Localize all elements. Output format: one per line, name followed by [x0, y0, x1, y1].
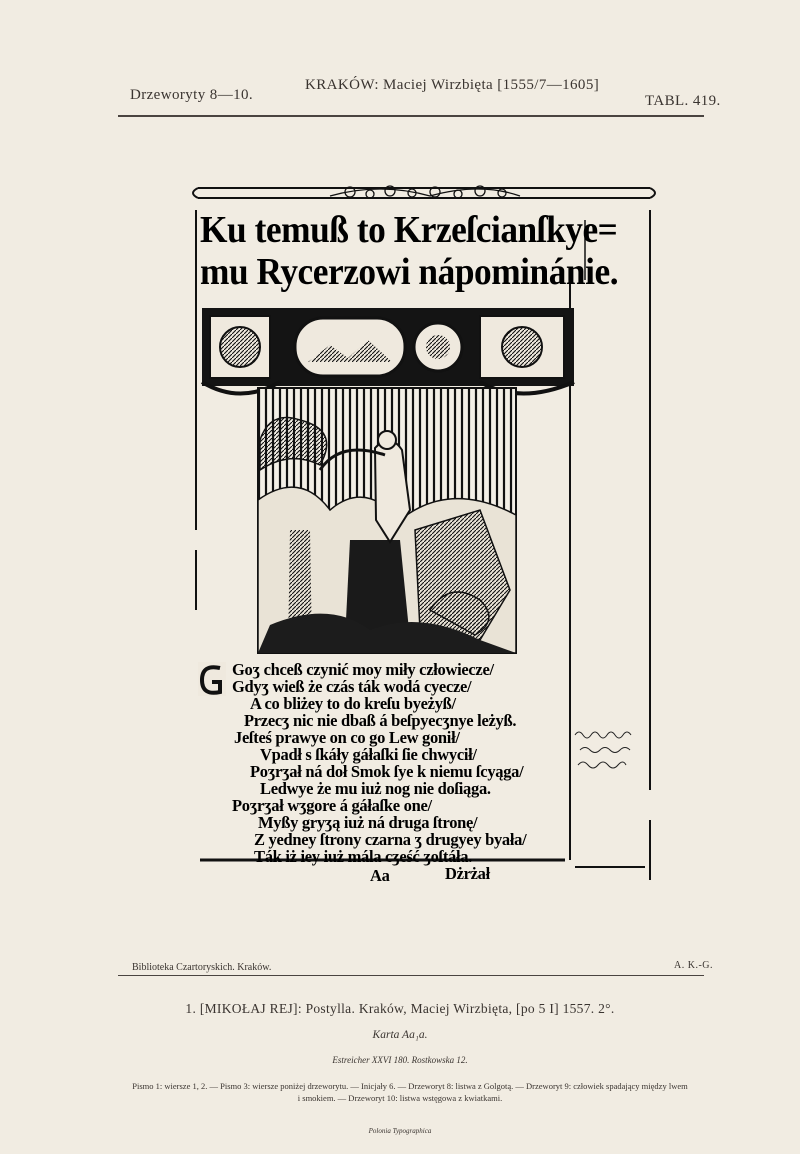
caption-notes-2: i smokiem. — Drzeworyt 10: listwa wstęgowa z kwiatkami.	[297, 1093, 503, 1103]
header-rule	[118, 115, 704, 117]
verse-line: Gdyʒ wieß że czás ták wodá cyecze/	[232, 677, 472, 696]
library-credit: Biblioteka Czartoryskich. Kraków.	[132, 962, 272, 973]
verse-line: Vpadł s ſkáły gáłaſki ſie chwycił/	[260, 745, 477, 764]
decorative-initial-g	[198, 662, 226, 696]
verse-line: Jeſteś prawye on co go Lew gonił/	[234, 728, 460, 747]
strapwork-band	[202, 308, 574, 394]
verse-line: Poʒrʒał ná doł Smok ſye k niemu ſcyąga/	[250, 762, 524, 781]
verse-line: Przecʒ nic nie dbaß á beſpyecʒnye leżyß.	[244, 711, 517, 730]
woodcut-scene	[258, 388, 516, 653]
header-right: TABL. 419.	[645, 93, 721, 109]
woodcut-print	[180, 170, 660, 890]
header-left: Drzeworyty 8—10.	[130, 87, 254, 103]
verse-line: Poʒrʒał wʒgore á gáłaſke one/	[232, 796, 432, 815]
verse-line: A co bliżey to do kreſu byeżyß/	[250, 694, 456, 713]
publisher-credit: Polonia Typographica	[368, 1127, 432, 1135]
verse-line: Ták iż iey iuż mála cʒeść ʒoſtáła.	[254, 847, 473, 866]
manuscript-note	[575, 732, 631, 768]
title-line-1: Ku temuß to Krzeſcianſkye=	[200, 209, 618, 251]
title-line-2: mu Rycerzowi nápominánie.	[200, 251, 619, 293]
initials: A. K.-G.	[674, 960, 713, 971]
header-center: KRAKÓW: Maciej Wirzbięta [1555/7—1605]	[305, 77, 600, 93]
caption-notes-1: Pismo 1: wiersze 1, 2. — Pismo 3: wiersze poniżej drzeworytu. — Inicjały 6. — Drzeworyt 8: listwa z Golgotą. — Drzeworyt 9: człowiek spadający między lwem	[132, 1081, 688, 1091]
verse-line: Goʒ chceß czynić moy miły człowiecze/	[232, 660, 494, 679]
imprint-rule	[118, 975, 704, 976]
verse-line: Z yedney ſtrony czarna ʒ drugyey byała/	[254, 830, 527, 849]
ribbon-banner	[193, 186, 655, 198]
verse-line: Ledwye że mu iuż nog nie doſiąga.	[260, 779, 491, 798]
catchword-signature: Aa	[370, 866, 390, 885]
catchword-next: Dżrżał	[445, 864, 490, 883]
verse-line: Myßy gryʒą iuż ná druga ſtronę/	[258, 813, 478, 832]
caption-leaf: Karta Aa₁a.	[372, 1029, 428, 1041]
caption-main: 1. [MIKOŁAJ REJ]: Postylla. Kraków, Maciej Wirzbięta, [po 5 I] 1557. 2°.	[185, 1001, 615, 1016]
caption-refs: Estreicher XXVI 180. Rostkowska 12.	[332, 1055, 468, 1065]
